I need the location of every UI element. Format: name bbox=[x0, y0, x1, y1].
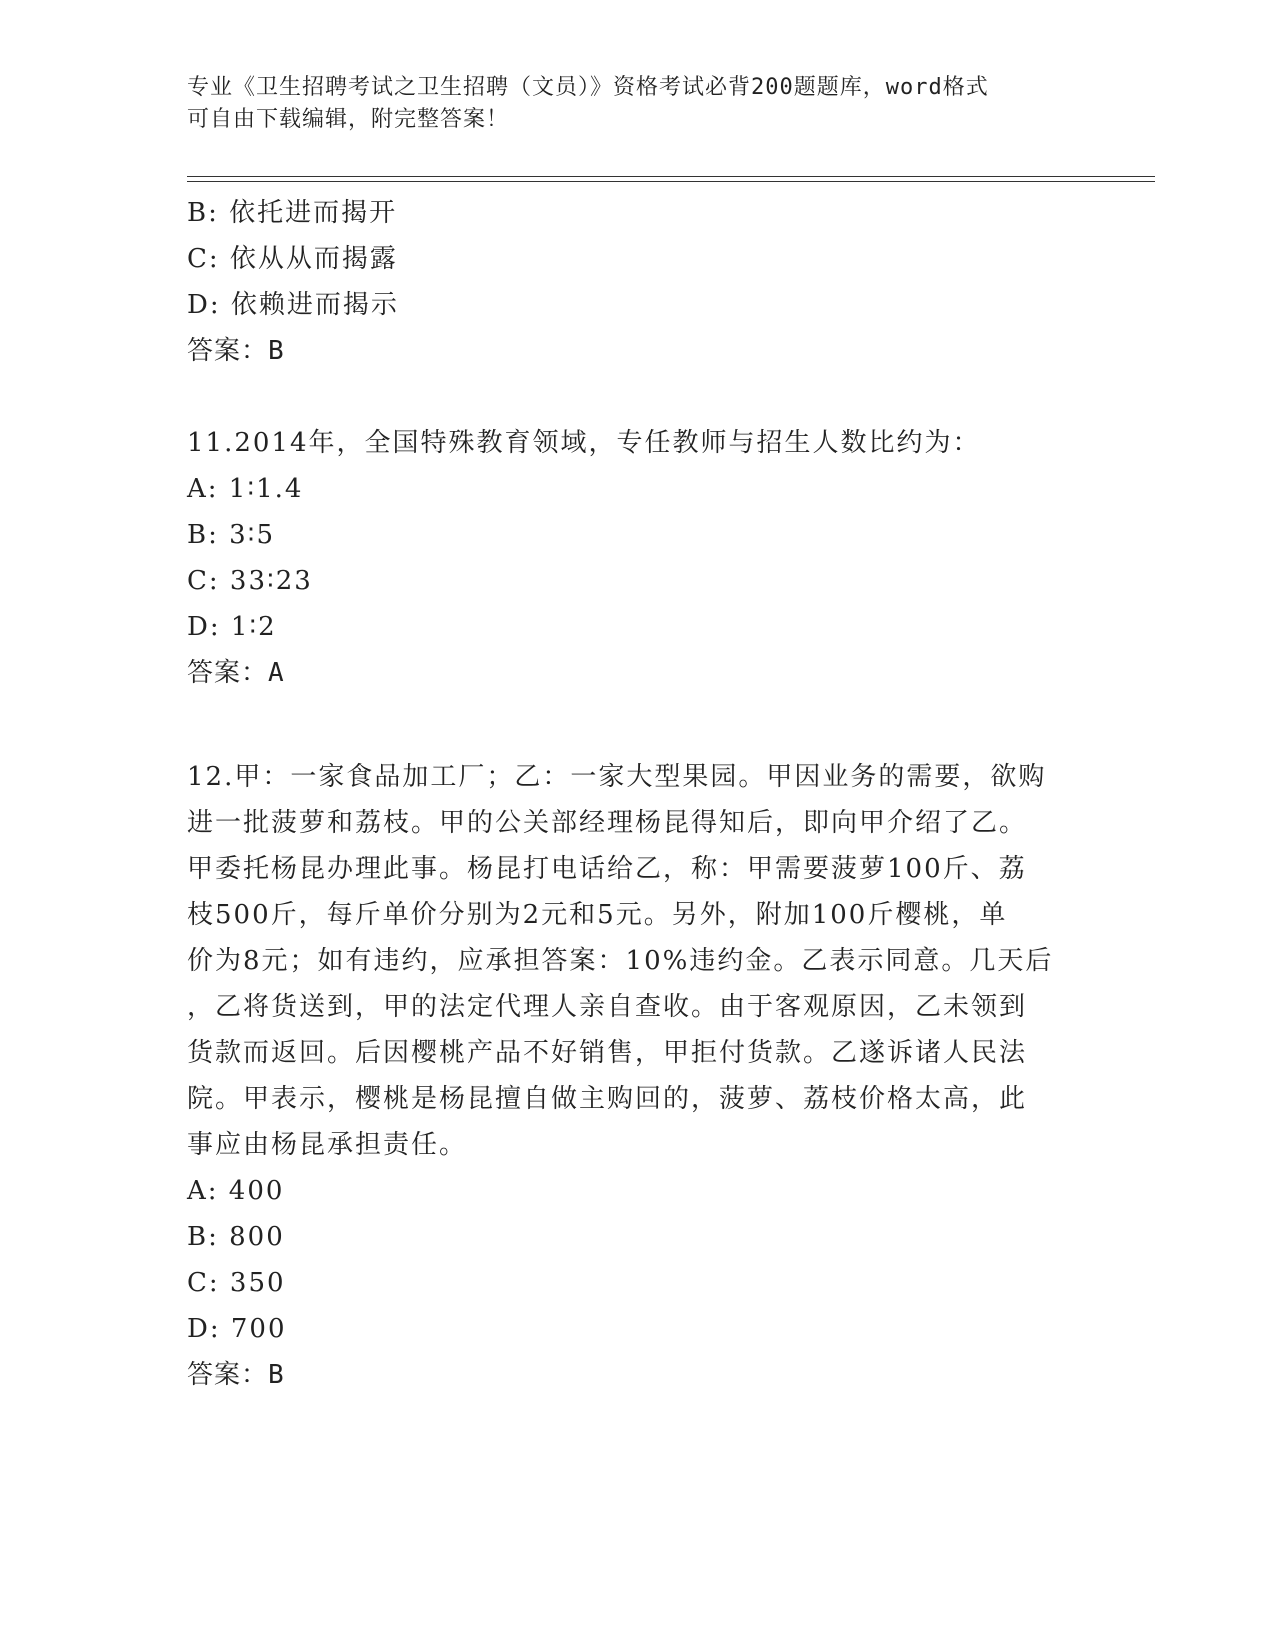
document-header bbox=[187, 72, 1067, 136]
q10-option-c: C: 依从从而揭露 bbox=[187, 244, 398, 274]
q12-question-line: 价为8元；如有违约，应承担答案：10%违约金。乙表示同意。几天后 bbox=[187, 946, 1054, 976]
q11-option-b: B: 3∶5 bbox=[187, 520, 275, 550]
q12-question-line: 12.甲：一家食品加工厂；乙：一家大型果园。甲因业务的需要，欲购 bbox=[187, 762, 1047, 792]
q12-question bbox=[187, 754, 1067, 1168]
q12-option-b: B: 800 bbox=[187, 1222, 285, 1252]
q12-question-line: 货款而返回。后因樱桃产品不好销售，甲拒付货款。乙遂诉诸人民法 bbox=[187, 1038, 1028, 1068]
q12-question-line: 甲委托杨昆办理此事。杨昆打电话给乙，称：甲需要菠萝100斤、荔 bbox=[187, 854, 1027, 884]
q12-question-line: 事应由杨昆承担责任。 bbox=[187, 1130, 468, 1160]
header-divider-bottom bbox=[187, 181, 1155, 182]
spacer bbox=[187, 696, 1087, 742]
header-title-line-1: 专业《卫生招聘考试之卫生招聘（文员）》资格考试必背200题题库，word格式 bbox=[187, 75, 989, 100]
spacer bbox=[187, 742, 1087, 754]
q10-option-d: D: 依赖进而揭示 bbox=[187, 290, 399, 320]
spacer bbox=[187, 374, 1087, 420]
q11-option-c: C: 33∶23 bbox=[187, 566, 313, 596]
q12-option-c: C: 350 bbox=[187, 1268, 286, 1298]
q12-answer: 答案：B bbox=[187, 1360, 285, 1390]
q11-option-a: A: 1∶1.4 bbox=[187, 474, 304, 504]
header-title-line-2: 可自由下载编辑，附完整答案！ bbox=[187, 107, 510, 132]
header-divider-top bbox=[187, 176, 1155, 177]
q11-option-d: D: 1∶2 bbox=[187, 612, 277, 642]
q12-option-d: D: 700 bbox=[187, 1314, 287, 1344]
q11-question: 11.2014年，全国特殊教育领域，专任教师与招生人数比约为： bbox=[187, 428, 981, 458]
question-content bbox=[187, 190, 1087, 1398]
q12-question-line: 枝500斤，每斤单价分别为2元和5元。另外，附加100斤樱桃，单 bbox=[187, 900, 1008, 930]
q10-answer: 答案：B bbox=[187, 336, 285, 366]
q12-question-line: 院。甲表示，樱桃是杨昆擅自做主购回的，菠萝、荔枝价格太高，此 bbox=[187, 1084, 1028, 1114]
q12-option-a: A: 400 bbox=[187, 1176, 285, 1206]
q12-question-line: ，乙将货送到，甲的法定代理人亲自查收。由于客观原因，乙未领到 bbox=[187, 992, 1028, 1022]
q10-option-b: B: 依托进而揭开 bbox=[187, 198, 398, 228]
q11-answer: 答案：A bbox=[187, 658, 285, 688]
q12-question-line: 进一批菠萝和荔枝。甲的公关部经理杨昆得知后，即向甲介绍了乙。 bbox=[187, 808, 1028, 838]
